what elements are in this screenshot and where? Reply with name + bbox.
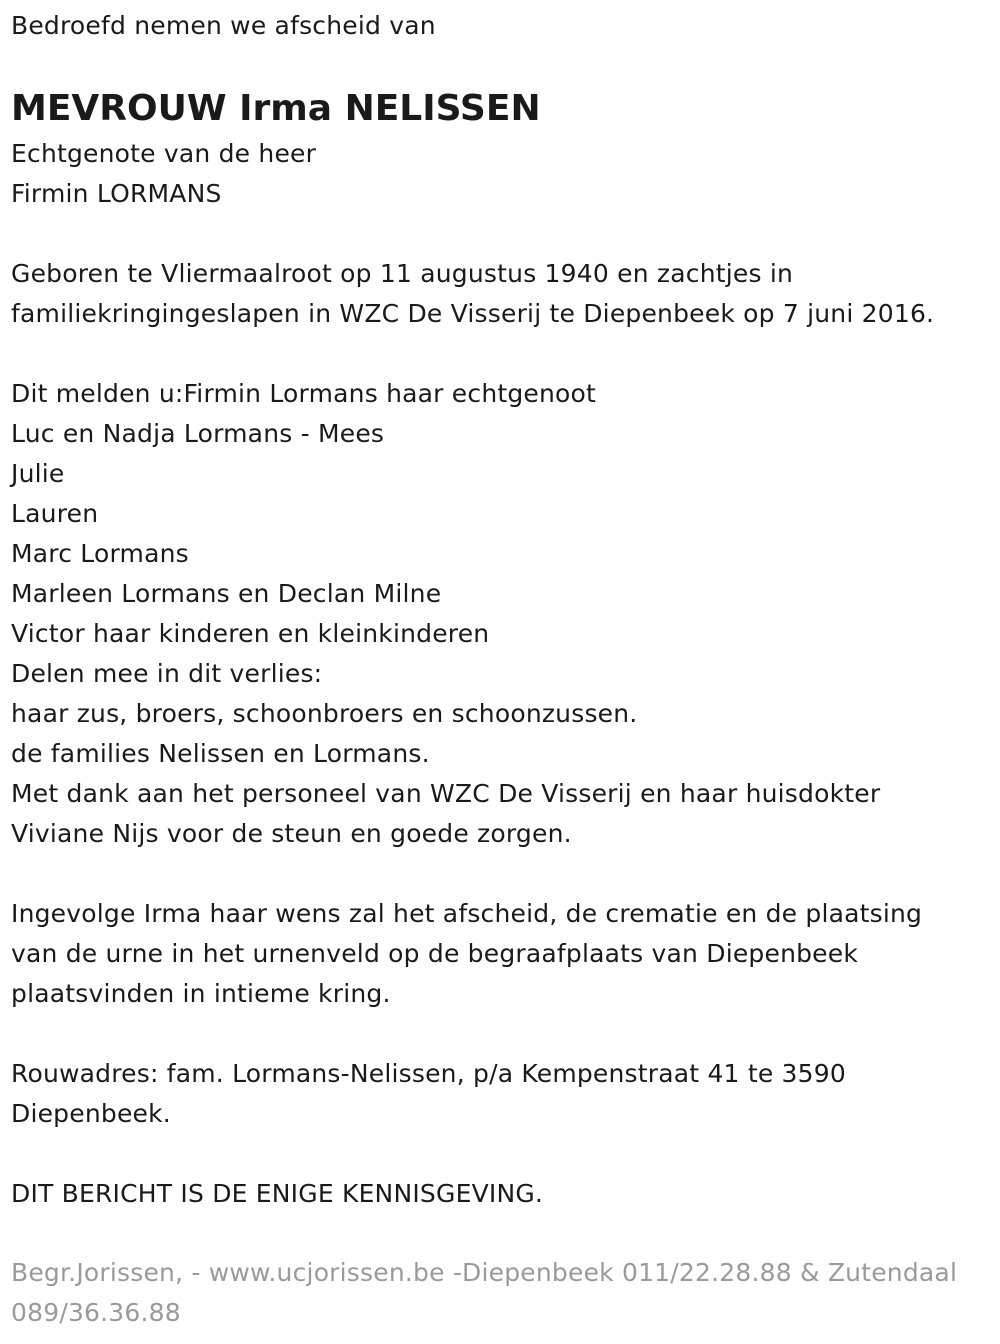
death-notice — [11, 0, 991, 1214]
family-line: Viviane Nijs voor de steun en goede zorgen. — [11, 819, 572, 848]
spouse-line: Echtgenote van de heer — [11, 139, 317, 168]
ceremony-block — [11, 894, 991, 1014]
family-line: Marleen Lormans en Declan Milne — [11, 579, 442, 608]
spouse-block — [11, 134, 991, 214]
family-line: Delen mee in dit verlies: — [11, 659, 323, 688]
footer-line: Begr.Jorissen, - www.ucjorissen.be -Diepenbeek 011/22.28.88 & Zutendaal — [11, 1258, 958, 1287]
family-line: haar zus, broers, schoonbroers en schoonzussen. — [11, 699, 638, 728]
ceremony-line: van de urne in het urnenveld op de begraafplaats van Diepenbeek — [11, 939, 859, 968]
spouse-line: Firmin LORMANS — [11, 179, 222, 208]
family-block — [11, 374, 991, 854]
birth-death-line: familiekringingeslapen in WZC De Visserij te Diepenbeek op 7 juni 2016. — [11, 299, 935, 328]
family-line: Julie — [11, 459, 65, 488]
family-line: de families Nelissen en Lormans. — [11, 739, 430, 768]
birth-death-line: Geboren te Vliermaalroot op 11 augustus 1940 en zachtjes in — [11, 259, 794, 288]
address-block — [11, 1054, 991, 1134]
family-line: Met dank aan het personeel van WZC De Visserij en haar huisdokter — [11, 779, 881, 808]
family-line: Lauren — [11, 499, 99, 528]
family-line: Luc en Nadja Lormans - Mees — [11, 419, 385, 448]
footer-line: 089/36.36.88 — [11, 1298, 181, 1327]
family-line: Victor haar kinderen en kleinkinderen — [11, 619, 490, 648]
ceremony-line: Ingevolge Irma haar wens zal het afscheid, de crematie en de plaatsing — [11, 899, 923, 928]
address-line: Diepenbeek. — [11, 1099, 171, 1128]
intro-text: Bedroefd nemen we afscheid van — [11, 11, 436, 40]
deceased-name: MEVROUW Irma NELISSEN — [11, 88, 541, 129]
ceremony-line: plaatsvinden in intieme kring. — [11, 979, 391, 1008]
family-line: Marc Lormans — [11, 539, 189, 568]
family-line: Dit melden u:Firmin Lormans haar echtgenoot — [11, 379, 597, 408]
address-line: Rouwadres: fam. Lormans-Nelissen, p/a Kempenstraat 41 te 3590 — [11, 1059, 846, 1088]
birth-death-block — [11, 254, 991, 334]
funeral-home-footer — [11, 1253, 991, 1333]
closing-statement: DIT BERICHT IS DE ENIGE KENNISGEVING. — [11, 1179, 544, 1208]
